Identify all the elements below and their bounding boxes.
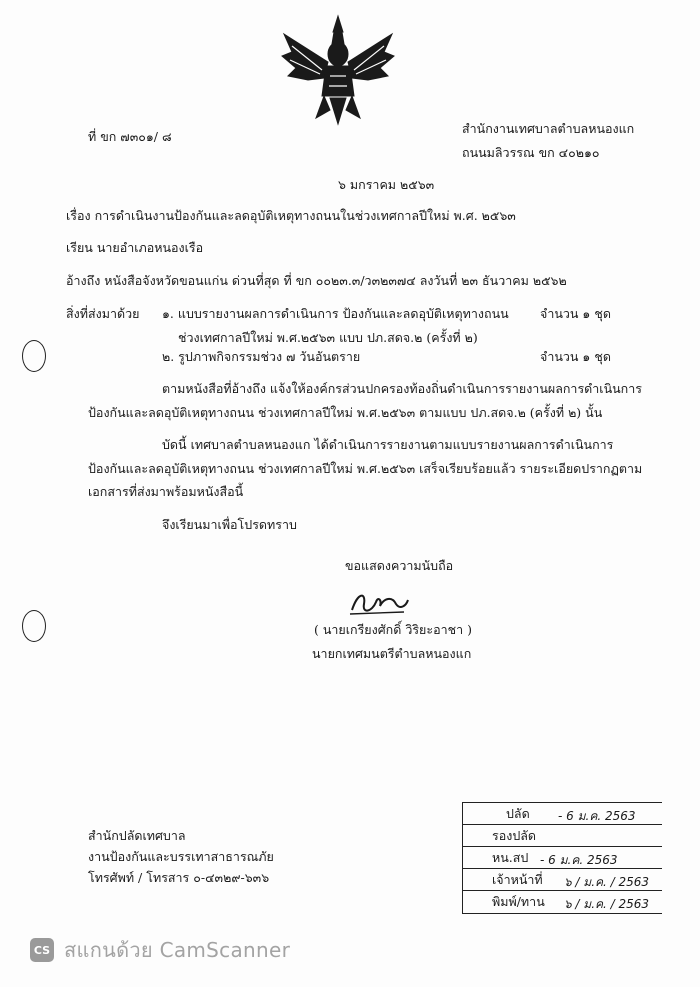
paragraph-1-line2: ป้องกันและลดอุบัติเหตุทางถนน ช่วงเทศกาลปีใหม่ พ.ศ.๒๕๖๓ ตามแบบ ปภ.สดจ.๒ (ครั้งที่ ๒) นั้น xyxy=(88,405,603,420)
punch-hole-bottom xyxy=(22,610,46,642)
stamp-row-3-label: หน.สป xyxy=(492,850,529,865)
sender-organization: สำนักงานเทศบาลตำบลหนองแก xyxy=(462,121,635,136)
stamp-row-4-date: ๖ / ม.ค. / 2563 xyxy=(564,875,650,889)
stamp-row-5-label: พิมพ์/ทาน xyxy=(492,894,545,909)
stamp-row-1-date: - 6 ม.ค. 2563 xyxy=(558,809,636,823)
enclosure-1-qty: จำนวน ๑ ชุด xyxy=(540,306,611,321)
handwritten-signature xyxy=(348,586,412,618)
camscanner-watermark xyxy=(30,934,290,966)
stamp-row-1-label: ปลัด xyxy=(506,806,530,821)
stamp-row-4-label: เจ้าหน้าที่ xyxy=(492,872,543,887)
footer-office: สำนักปลัดเทศบาล xyxy=(88,828,186,843)
garuda-emblem-icon xyxy=(278,14,398,126)
paragraph-2-line1: บัดนี้ เทศบาลตำบลหนองแก ได้ดำเนินการรายงานตามแบบรายงานผลการดำเนินการ xyxy=(162,437,614,452)
punch-hole-top xyxy=(22,340,46,372)
letter-reference: อ้างถึง หนังสือจังหวัดขอนแก่น ด่วนที่สุด ที่ ขก ๐๐๒๓.๓/ว๓๒๓๗๔ ลงวันที่ ๒๓ ธันวาคม ๒๕๖๒ xyxy=(66,273,567,288)
camscanner-text: สแกนด้วย CamScanner xyxy=(64,938,291,962)
sender-address: ถนนมลิวรรณ ขก ๔๐๒๑๐ xyxy=(462,145,600,160)
letter-date: ๖ มกราคม ๒๕๖๓ xyxy=(338,177,435,192)
enclosure-1-line1: ๑. แบบรายงานผลการดำเนินการ ป้องกันและลดอุบัติเหตุทางถนน xyxy=(162,306,509,321)
reference-number: ที่ ขก ๗๓๐๑/ ๘ xyxy=(88,129,172,144)
enclosure-2-qty: จำนวน ๑ ชุด xyxy=(540,349,611,364)
paragraph-2-line3: เอกสารที่ส่งมาพร้อมหนังสือนี้ xyxy=(88,484,244,499)
signer-name: ( นายเกรียงศักดิ์ วิริยะอาชา ) xyxy=(314,622,472,637)
footer-section: งานป้องกันและบรรเทาสาธารณภัย xyxy=(88,849,274,864)
closing-request: จึงเรียนมาเพื่อโปรดทราบ xyxy=(162,517,297,532)
signer-title: นายกเทศมนตรีตำบลหนองแก xyxy=(312,646,472,661)
routing-stamp xyxy=(462,802,662,914)
stamp-row-2-label: รองปลัด xyxy=(492,828,537,843)
paragraph-1-line1: ตามหนังสือที่อ้างถึง แจ้งให้องค์กรส่วนปกครองท้องถิ่นดำเนินการรายงานผลการดำเนินการ xyxy=(162,381,642,396)
camscanner-logo-icon: CS xyxy=(30,938,54,962)
enclosure-label: สิ่งที่ส่งมาด้วย xyxy=(66,306,140,321)
complimentary-close: ขอแสดงความนับถือ xyxy=(345,558,454,573)
paragraph-2-line2: ป้องกันและลดอุบัติเหตุทางถนน ช่วงเทศกาลปีใหม่ พ.ศ.๒๕๖๓ เสร็จเรียบร้อยแล้ว รายระเอียดปรากฏตาม xyxy=(88,461,643,476)
enclosure-1-line2: ช่วงเทศกาลปีใหม่ พ.ศ.๒๕๖๓ แบบ ปภ.สดจ.๒ (ครั้งที่ ๒) xyxy=(178,330,478,345)
stamp-row-5-date: ๖ / ม.ค. / 2563 xyxy=(564,897,650,911)
enclosure-2-line1: ๒. รูปภาพกิจกรรมช่วง ๗ วันอันตราย xyxy=(162,349,361,364)
stamp-row-3-date: - 6 ม.ค. 2563 xyxy=(540,853,618,867)
footer-phone: โทรศัพท์ / โทรสาร ๐-๔๓๒๙-๖๓๖ xyxy=(88,870,270,885)
letter-subject: เรื่อง การดำเนินงานป้องกันและลดอุบัติเหตุทางถนนในช่วงเทศกาลปีใหม่ พ.ศ. ๒๕๖๓ xyxy=(66,208,516,223)
letter-recipient: เรียน นายอำเภอหนองเรือ xyxy=(66,240,204,255)
